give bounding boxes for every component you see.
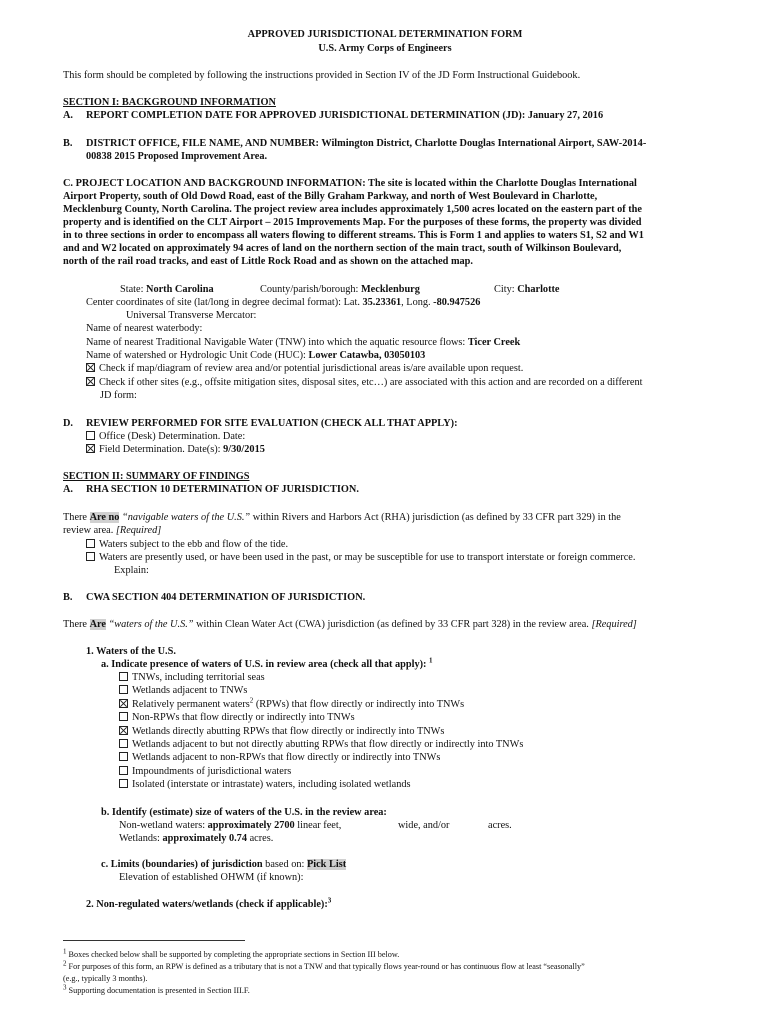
project-location-line: north of the rail road tracks, and east of Little Rock Road and as shown on the attached map.	[63, 256, 473, 267]
waters-checklist-item	[119, 698, 464, 711]
rha-ebb-flow-label: Waters subject to the ebb and flow of the tide.	[99, 539, 289, 550]
waters-checklist-item	[119, 671, 265, 684]
field-determination-checkbox[interactable]	[86, 444, 95, 453]
waters-type-label: Wetlands adjacent to TNWs	[132, 685, 248, 697]
waters-type-checkbox[interactable]	[119, 779, 128, 788]
city-value: Charlotte	[517, 284, 560, 295]
waters-type-checkbox[interactable]	[119, 712, 128, 721]
rha-navigable-waters: “navigable waters of the U.S.”	[122, 512, 251, 523]
wide-and-or: wide, and/or	[398, 820, 450, 831]
section1-a-label: A.	[63, 110, 74, 121]
rha-required: [Required]	[115, 525, 162, 536]
field-determination-date: 9/30/2015	[223, 444, 265, 455]
footnote-number: 2	[63, 959, 67, 968]
city-row	[494, 283, 560, 296]
footnote-text: For purposes of this form, an RPW is defined as a tributary that is not a TNW and that typically flows year-round or has continuous flow at least “seasonally”	[66, 962, 585, 971]
waters-checklist-item	[119, 684, 247, 697]
non-wetland-label: Non-wetland waters:	[119, 820, 206, 831]
cwa-there: There	[63, 619, 88, 630]
footnote-2-cont: (e.g., typically 3 months).	[63, 974, 148, 983]
waters-checklist-item	[119, 711, 355, 724]
section2-heading: SECTION II: SUMMARY OF FINDINGS	[63, 471, 250, 482]
nearest-waterbody-label: Name of nearest waterbody:	[86, 323, 203, 334]
cwa-required: [Required]	[591, 619, 637, 630]
form-subtitle: U.S. Army Corps of Engineers	[318, 43, 452, 54]
waters-type-label-cont: (RPWs) that flow directly or indirectly into TNWs	[253, 698, 465, 710]
wetlands-row	[119, 832, 273, 845]
waters-type-checkbox[interactable]	[119, 726, 128, 735]
cwa-determination-select[interactable]: Are	[89, 619, 106, 630]
county-value: Mecklenburg	[360, 284, 420, 295]
waters-type-checkbox[interactable]	[119, 739, 128, 748]
indicate-presence-heading	[101, 658, 433, 671]
limits-based-on: based on:	[262, 859, 305, 870]
project-location-line: C. PROJECT LOCATION AND BACKGROUND INFORMATION: The site is located within the Charlotte Douglas International	[63, 178, 637, 189]
wetlands-label: Wetlands:	[119, 833, 160, 844]
city-label: City:	[494, 284, 515, 295]
footnote-number: 3	[63, 983, 67, 992]
rha-commerce-checkbox[interactable]	[86, 552, 95, 561]
huc-value: Lower Catawba, 03050103	[308, 350, 426, 361]
rha-determination-select[interactable]: Are no	[89, 512, 120, 523]
waters-checklist-item	[119, 751, 440, 764]
section1-b-label: B.	[63, 138, 73, 149]
waters-type-label: Wetlands directly abutting RPWs that flow directly or indirectly into TNWs	[132, 725, 445, 737]
rha-heading: RHA SECTION 10 DETERMINATION OF JURISDICTION.	[86, 484, 359, 495]
waters-type-label: Relatively permanent waters	[132, 698, 250, 710]
report-completion-date: REPORT COMPLETION DATE FOR APPROVED JURISDICTIONAL DETERMINATION (JD): January 27, 2016	[86, 110, 604, 121]
footnote-2	[63, 961, 585, 972]
footnote-divider	[63, 940, 245, 941]
form-title: APPROVED JURISDICTIONAL DETERMINATION FORM	[247, 29, 523, 40]
non-regulated-heading	[86, 898, 331, 911]
center-coordinates	[86, 296, 480, 309]
coord-label: Center coordinates of site (lat/long in degree decimal format): Lat.	[86, 297, 360, 308]
rha-review-area: review area.	[63, 525, 114, 536]
county-row	[260, 283, 420, 296]
tnw-label: Name of nearest Traditional Navigable Water (TNW) into which the aquatic resource flows:	[86, 337, 466, 348]
office-determination-label: Office (Desk) Determination. Date:	[99, 431, 246, 442]
state-row	[120, 283, 214, 296]
rha-commerce-label: Waters are presently used, or have been used in the past, or may be susceptible for use to transport interstate or foreign commerce.	[99, 552, 636, 563]
rha-ebb-flow-checkbox[interactable]	[86, 539, 95, 548]
district-office-line1: DISTRICT OFFICE, FILE NAME, AND NUMBER: Wilmington District, Charlotte Douglas International Airport, SAW-2014-	[86, 138, 647, 149]
lat-value: 35.23361	[362, 297, 402, 308]
footnote-1	[63, 949, 399, 960]
cwa-statement	[63, 618, 637, 631]
ohwm-label: Elevation of established OHWM (if known):	[119, 872, 304, 883]
project-location-line: property and is identified on the CLT Airport – 2015 Improvements Map. For the purposes of these forms, the property was divided	[63, 217, 642, 228]
waters-checklist-item	[119, 765, 291, 778]
waters-type-label: Wetlands adjacent to but not directly abutting RPWs that flow directly or indirectly into TNWs	[132, 739, 524, 750]
waters-type-label: TNWs, including territorial seas	[132, 672, 265, 683]
non-wetland-waters-row	[119, 819, 341, 832]
footnote-number: 1	[63, 947, 67, 956]
identify-size-heading: b. Identify (estimate) size of waters of the U.S. in the review area:	[101, 807, 387, 818]
huc-label: Name of watershed or Hydrologic Unit Code (HUC):	[86, 350, 306, 361]
section2-a-label: A.	[63, 484, 74, 495]
county-label: County/parish/borough:	[260, 284, 359, 295]
other-sites-jd-form: JD form:	[100, 390, 137, 401]
non-wetland-value: approximately 2700	[207, 820, 295, 831]
map-available-checkbox[interactable]	[86, 363, 95, 372]
tnw-value: Ticer Creek	[467, 337, 521, 348]
waters-checklist-item	[119, 725, 444, 738]
footnote-text: Boxes checked below shall be supported by completing the appropriate sections in Section III below.	[66, 950, 400, 959]
state-value: North Carolina	[146, 284, 214, 295]
non-regulated-text: 2. Non-regulated waters/wetlands (check if applicable):	[86, 899, 328, 910]
field-determination-row	[86, 443, 265, 456]
waters-checklist-item	[119, 738, 523, 751]
rha-commerce-row	[86, 551, 635, 564]
office-determination-row	[86, 430, 245, 443]
watershed-huc	[86, 349, 425, 362]
section2-b-label: B.	[63, 592, 73, 603]
waters-type-label: Impoundments of jurisdictional waters	[132, 765, 292, 777]
non-wetland-unit: linear feet,	[297, 820, 342, 831]
footnote-ref-1: 1	[429, 656, 433, 665]
waters-type-label: Wetlands adjacent to non-RPWs that flow directly or indirectly into TNWs	[132, 752, 441, 764]
other-sites-label: Check if other sites (e.g., offsite mitigation sites, disposal sites, etc…) are associated with this action and are recorded on a different	[99, 377, 643, 388]
limits-heading: c. Limits (boundaries) of jurisdiction	[101, 859, 263, 870]
footnote-3	[63, 985, 250, 996]
rha-statement-line2	[63, 524, 161, 537]
indicate-presence-text: a. Indicate presence of waters of U.S. in review area (check all that apply):	[101, 659, 427, 670]
district-office-line2: 00838 2015 Proposed Improvement Area.	[86, 151, 268, 162]
section1-heading: SECTION I: BACKGROUND INFORMATION	[63, 97, 276, 108]
other-sites-row	[86, 376, 642, 389]
cwa-waters-us: “waters of the U.S.”	[108, 619, 194, 630]
office-determination-checkbox[interactable]	[86, 431, 95, 440]
intro-text: This form should be completed by following the instructions provided in Section IV of the JD Form Instructional Guidebook.	[63, 70, 581, 81]
cwa-statement-rest: within Clean Water Act (CWA) jurisdiction (as defined by 33 CFR part 328) in the review area.	[193, 619, 589, 630]
rha-statement	[63, 511, 621, 524]
waters-type-checkbox[interactable]	[119, 752, 128, 761]
utm-label: Universal Transverse Mercator:	[126, 310, 257, 321]
section1-d-label: D.	[63, 418, 74, 429]
map-available-row	[86, 362, 523, 375]
state-label: State:	[120, 284, 144, 295]
field-determination-label: Field Determination. Date(s):	[99, 444, 221, 455]
project-location-line: in to three sections in order to encompass all waters flowing to different streams. This is Form 1 and applies to waters S1, S2 and W1	[63, 230, 644, 241]
waters-type-checkbox[interactable]	[119, 766, 128, 775]
limits-row	[101, 858, 346, 871]
rha-there: There	[63, 512, 88, 523]
rha-statement-rest: within Rivers and Harbors Act (RHA) jurisdiction (as defined by 33 CFR part 329) in the	[250, 512, 621, 523]
waters-type-label: Non-RPWs that flow directly or indirectly into TNWs	[132, 712, 355, 724]
pick-list-select[interactable]: Pick List	[306, 859, 347, 870]
wetlands-unit: acres.	[249, 833, 274, 844]
waters-type-checkbox[interactable]	[119, 699, 128, 708]
other-sites-checkbox[interactable]	[86, 377, 95, 386]
footnote-ref-3: 3	[327, 896, 332, 905]
waters-type-checkbox[interactable]	[119, 672, 128, 681]
waters-type-label: Isolated (interstate or intrastate) waters, including isolated wetlands	[132, 779, 411, 791]
waters-checklist-item	[119, 778, 411, 791]
nearest-tnw	[86, 336, 520, 349]
rha-explain-label: Explain:	[114, 565, 149, 576]
waters-type-checkbox[interactable]	[119, 685, 128, 694]
wetlands-value: approximately 0.74	[162, 833, 247, 844]
rha-ebb-flow-row	[86, 538, 288, 551]
acres-label: acres.	[488, 820, 512, 831]
project-location-line: Mecklenburg County, North Carolina. The project review area includes approximately 1,500 acres located on the eastern part of the	[63, 204, 642, 215]
project-location-line: and and W2 located on approximately 94 acres of land on the northern section of the main tract, south of Wilkinson Boulevard,	[63, 243, 622, 254]
waters-of-us-heading: 1. Waters of the U.S.	[86, 646, 176, 657]
map-available-label: Check if map/diagram of review area and/or potential jurisdictional areas is/are available upon request.	[99, 363, 524, 374]
footnote-ref-2: 2	[249, 696, 254, 705]
cwa-heading: CWA SECTION 404 DETERMINATION OF JURISDICTION.	[86, 592, 366, 603]
review-performed-heading: REVIEW PERFORMED FOR SITE EVALUATION (CHECK ALL THAT APPLY):	[86, 418, 458, 429]
project-location-line: Airport Property, south of Old Dowd Road, east of the Billy Graham Parkway, and north of West Boulevard in Charlotte,	[63, 191, 598, 202]
long-label: , Long.	[401, 297, 431, 308]
footnote-text: Supporting documentation is presented in Section III.F.	[66, 986, 250, 995]
long-value: -80.947526	[433, 297, 481, 308]
